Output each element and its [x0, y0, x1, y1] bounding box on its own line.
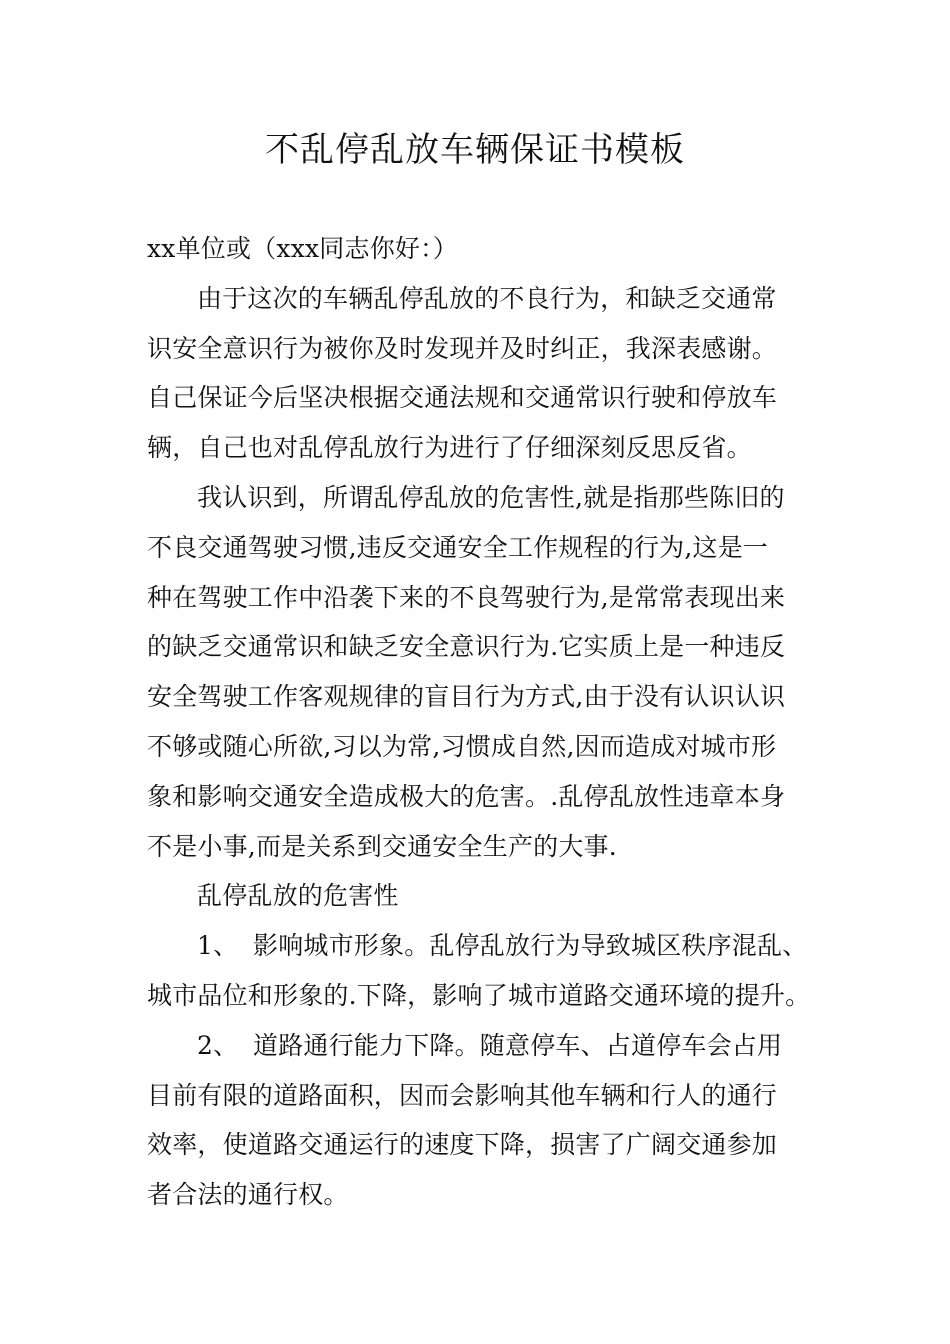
paragraph-line: 我认识到，所谓乱停乱放的危害性,就是指那些陈旧的	[197, 482, 785, 512]
paragraph-line: 不良交通驾驶习惯,违反交通安全工作规程的行为,这是一	[147, 532, 769, 562]
list-item-line: 目前有限的道路面积，因而会影响其他车辆和行人的通行	[147, 1080, 778, 1110]
paragraph-1	[147, 274, 815, 473]
list-number: 1、	[197, 931, 239, 961]
paragraph-line: 自己保证今后坚决根据交通法规和交通常识行驶和停放车	[147, 383, 778, 413]
paragraph-line: 不够或随心所欲,习以为常,习惯成自然,因而造成对城市形	[147, 731, 777, 761]
list-item-first-line	[147, 1021, 815, 1071]
list-item-2	[147, 1021, 815, 1220]
list-text: 影响城市形象。乱停乱放行为导致城区秩序混乱、	[253, 931, 808, 961]
list-item-line: 城市品位和形象的.下降，影响了城市道路交通环境的提升。	[147, 980, 811, 1010]
list-item-line: 者合法的通行权。	[147, 1180, 349, 1210]
paragraph-2	[147, 473, 815, 871]
paragraph-line: 安全驾驶工作客观规律的盲目行为方式,由于没有认识认识	[147, 682, 786, 712]
paragraph-line: 识安全意识行为被你及时发现并及时纠正，我深表感谢。	[147, 333, 778, 363]
section-heading: 乱停乱放的危害性	[197, 881, 399, 911]
list-text: 道路通行能力下降。随意停车、占道停车会占用	[253, 1030, 783, 1060]
paragraph-line: 由于这次的车辆乱停乱放的不良行为，和缺乏交通常	[197, 283, 777, 313]
paragraph-line: 不是小事,而是关系到交通安全生产的大事.	[147, 831, 617, 861]
list-item-line: 效率，使道路交通运行的速度下降，损害了广阔交通参加	[147, 1130, 778, 1160]
paragraph-line: 象和影响交通安全造成极大的危害。.乱停乱放性违章本身	[147, 781, 786, 811]
salutation: xx单位或（xxx同志你好：）	[147, 234, 458, 263]
list-item-first-line	[147, 921, 815, 971]
paragraph-line: 的缺乏交通常识和缺乏安全意识行为.它实质上是一种违反	[147, 632, 786, 662]
paragraph-line: 种在驾驶工作中沿袭下来的不良驾驶行为,是常常表现出来	[147, 582, 786, 612]
list-item-1	[147, 921, 815, 1021]
paragraph-line: 辆，自己也对乱停乱放行为进行了仔细深刻反思反省。	[147, 433, 752, 463]
document-body	[147, 224, 815, 1220]
list-number: 2、	[197, 1030, 239, 1060]
document-title: 不乱停乱放车辆保证书模板	[265, 130, 685, 170]
